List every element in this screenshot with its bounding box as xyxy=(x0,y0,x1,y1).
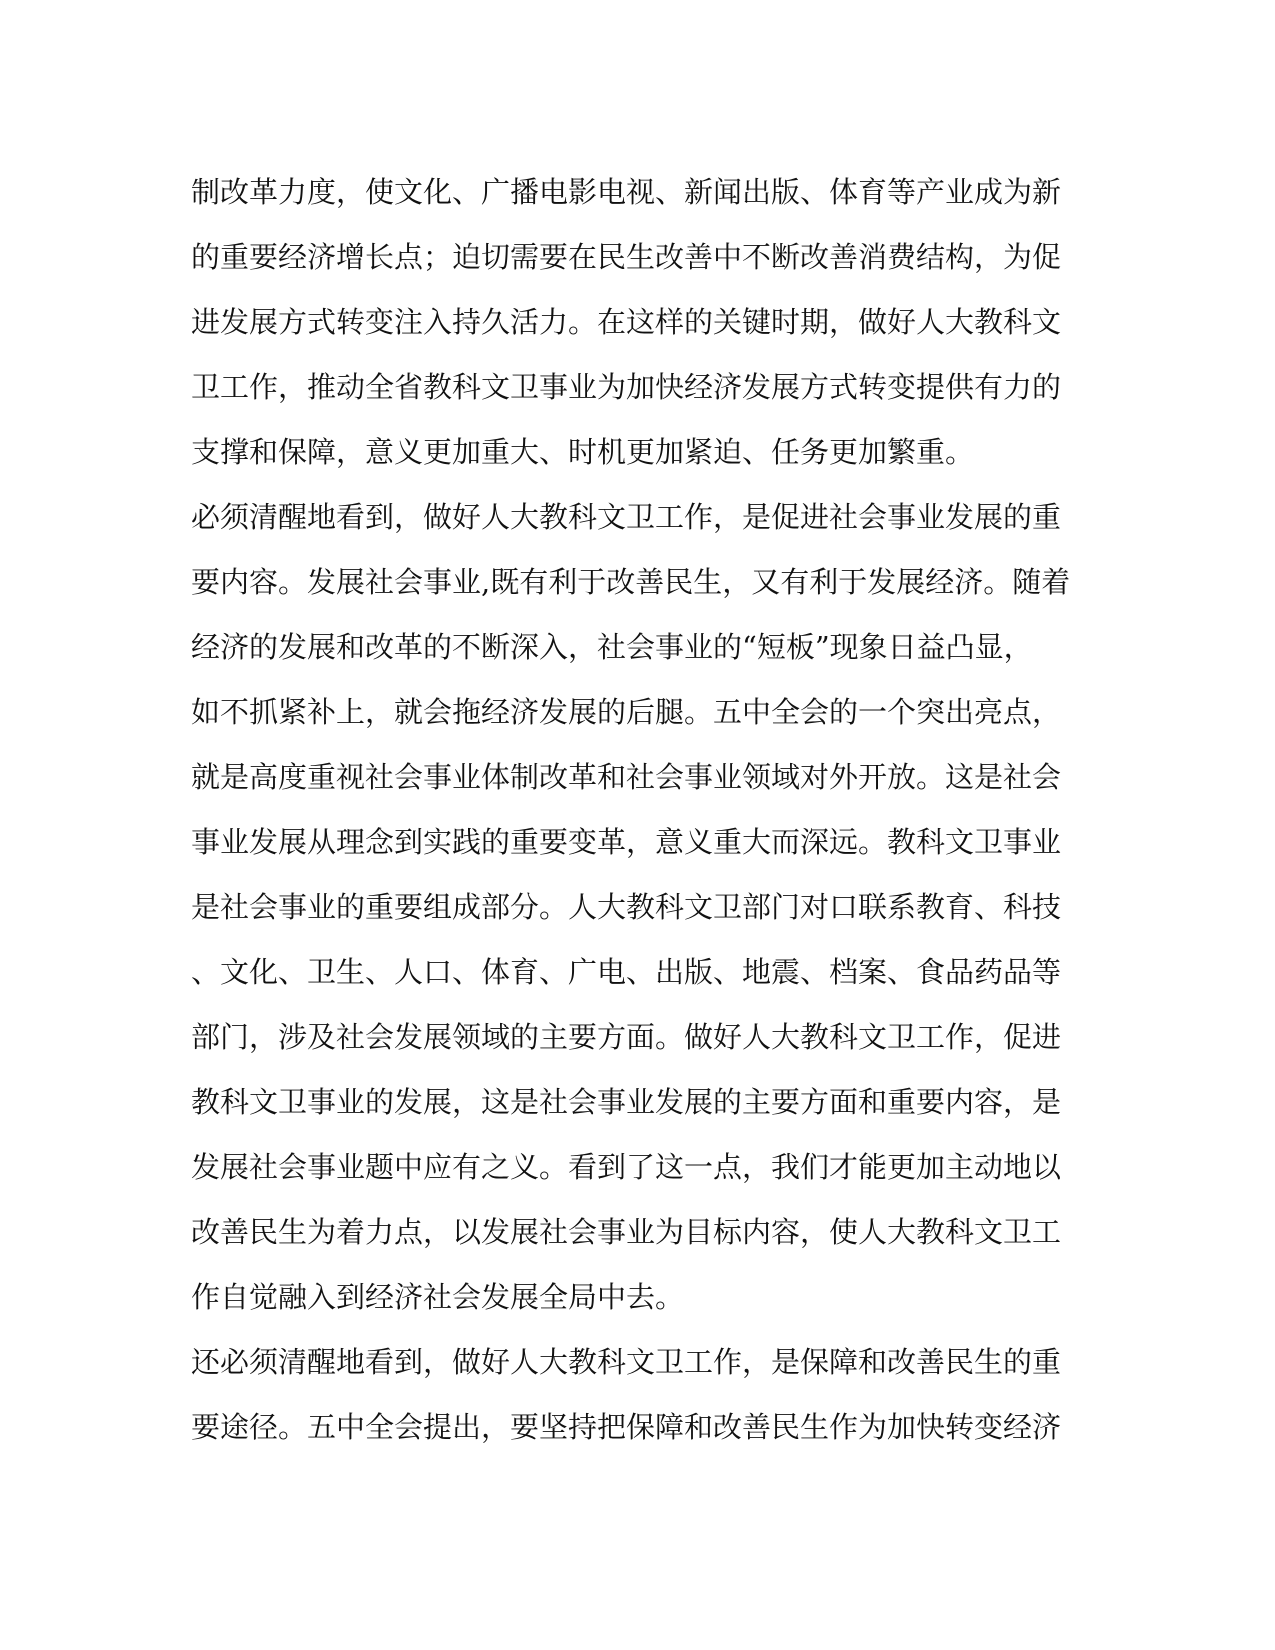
text-line: 支撑和保障，意义更加重大、时机更加紧迫、任务更加繁重。 xyxy=(191,435,975,469)
text-line: 教科文卫事业的发展，这是社会事业发展的主要方面和重要内容，是 xyxy=(191,1085,1062,1119)
text-line: 发展社会事业题中应有之义。看到了这一点，我们才能更加主动地以 xyxy=(191,1150,1062,1184)
text-line: 、文化、卫生、人口、体育、广电、出版、地震、档案、食品药品等 xyxy=(191,955,1062,989)
text-line: 必须清醒地看到，做好人大教科文卫工作，是促进社会事业发展的重 xyxy=(191,500,1062,534)
text-line: 还必须清醒地看到，做好人大教科文卫工作，是保障和改善民生的重 xyxy=(191,1345,1062,1379)
text-line: 的重要经济增长点；迫切需要在民生改善中不断改善消费结构，为促 xyxy=(191,240,1062,274)
text-line: 要内容。发展社会事业,既有利于改善民生，又有利于发展经济。随着 xyxy=(191,565,1071,599)
text-line: 经济的发展和改革的不断深入，社会事业的“短板”现象日益凸显， xyxy=(191,630,1033,664)
text-line: 事业发展从理念到实践的重要变革，意义重大而深远。教科文卫事业 xyxy=(191,825,1062,859)
text-line: 如不抓紧补上，就会拖经济发展的后腿。五中全会的一个突出亮点， xyxy=(191,695,1062,729)
text-line: 就是高度重视社会事业体制改革和社会事业领域对外开放。这是社会 xyxy=(191,760,1062,794)
text-line: 卫工作，推动全省教科文卫事业为加快经济发展方式转变提供有力的 xyxy=(191,370,1062,404)
text-line: 部门，涉及社会发展领域的主要方面。做好人大教科文卫工作，促进 xyxy=(191,1020,1062,1054)
text-line: 制改革力度，使文化、广播电影电视、新闻出版、体育等产业成为新 xyxy=(191,175,1062,209)
text-line: 改善民生为着力点，以发展社会事业为目标内容，使人大教科文卫工 xyxy=(191,1215,1062,1249)
document-body xyxy=(191,160,1091,1460)
text-line: 是社会事业的重要组成部分。人大教科文卫部门对口联系教育、科技 xyxy=(191,890,1062,924)
text-line: 要途径。五中全会提出，要坚持把保障和改善民生作为加快转变经济 xyxy=(191,1410,1062,1444)
text-line: 进发展方式转变注入持久活力。在这样的关键时期，做好人大教科文 xyxy=(191,305,1062,339)
text-line: 作自觉融入到经济社会发展全局中去。 xyxy=(191,1280,685,1314)
